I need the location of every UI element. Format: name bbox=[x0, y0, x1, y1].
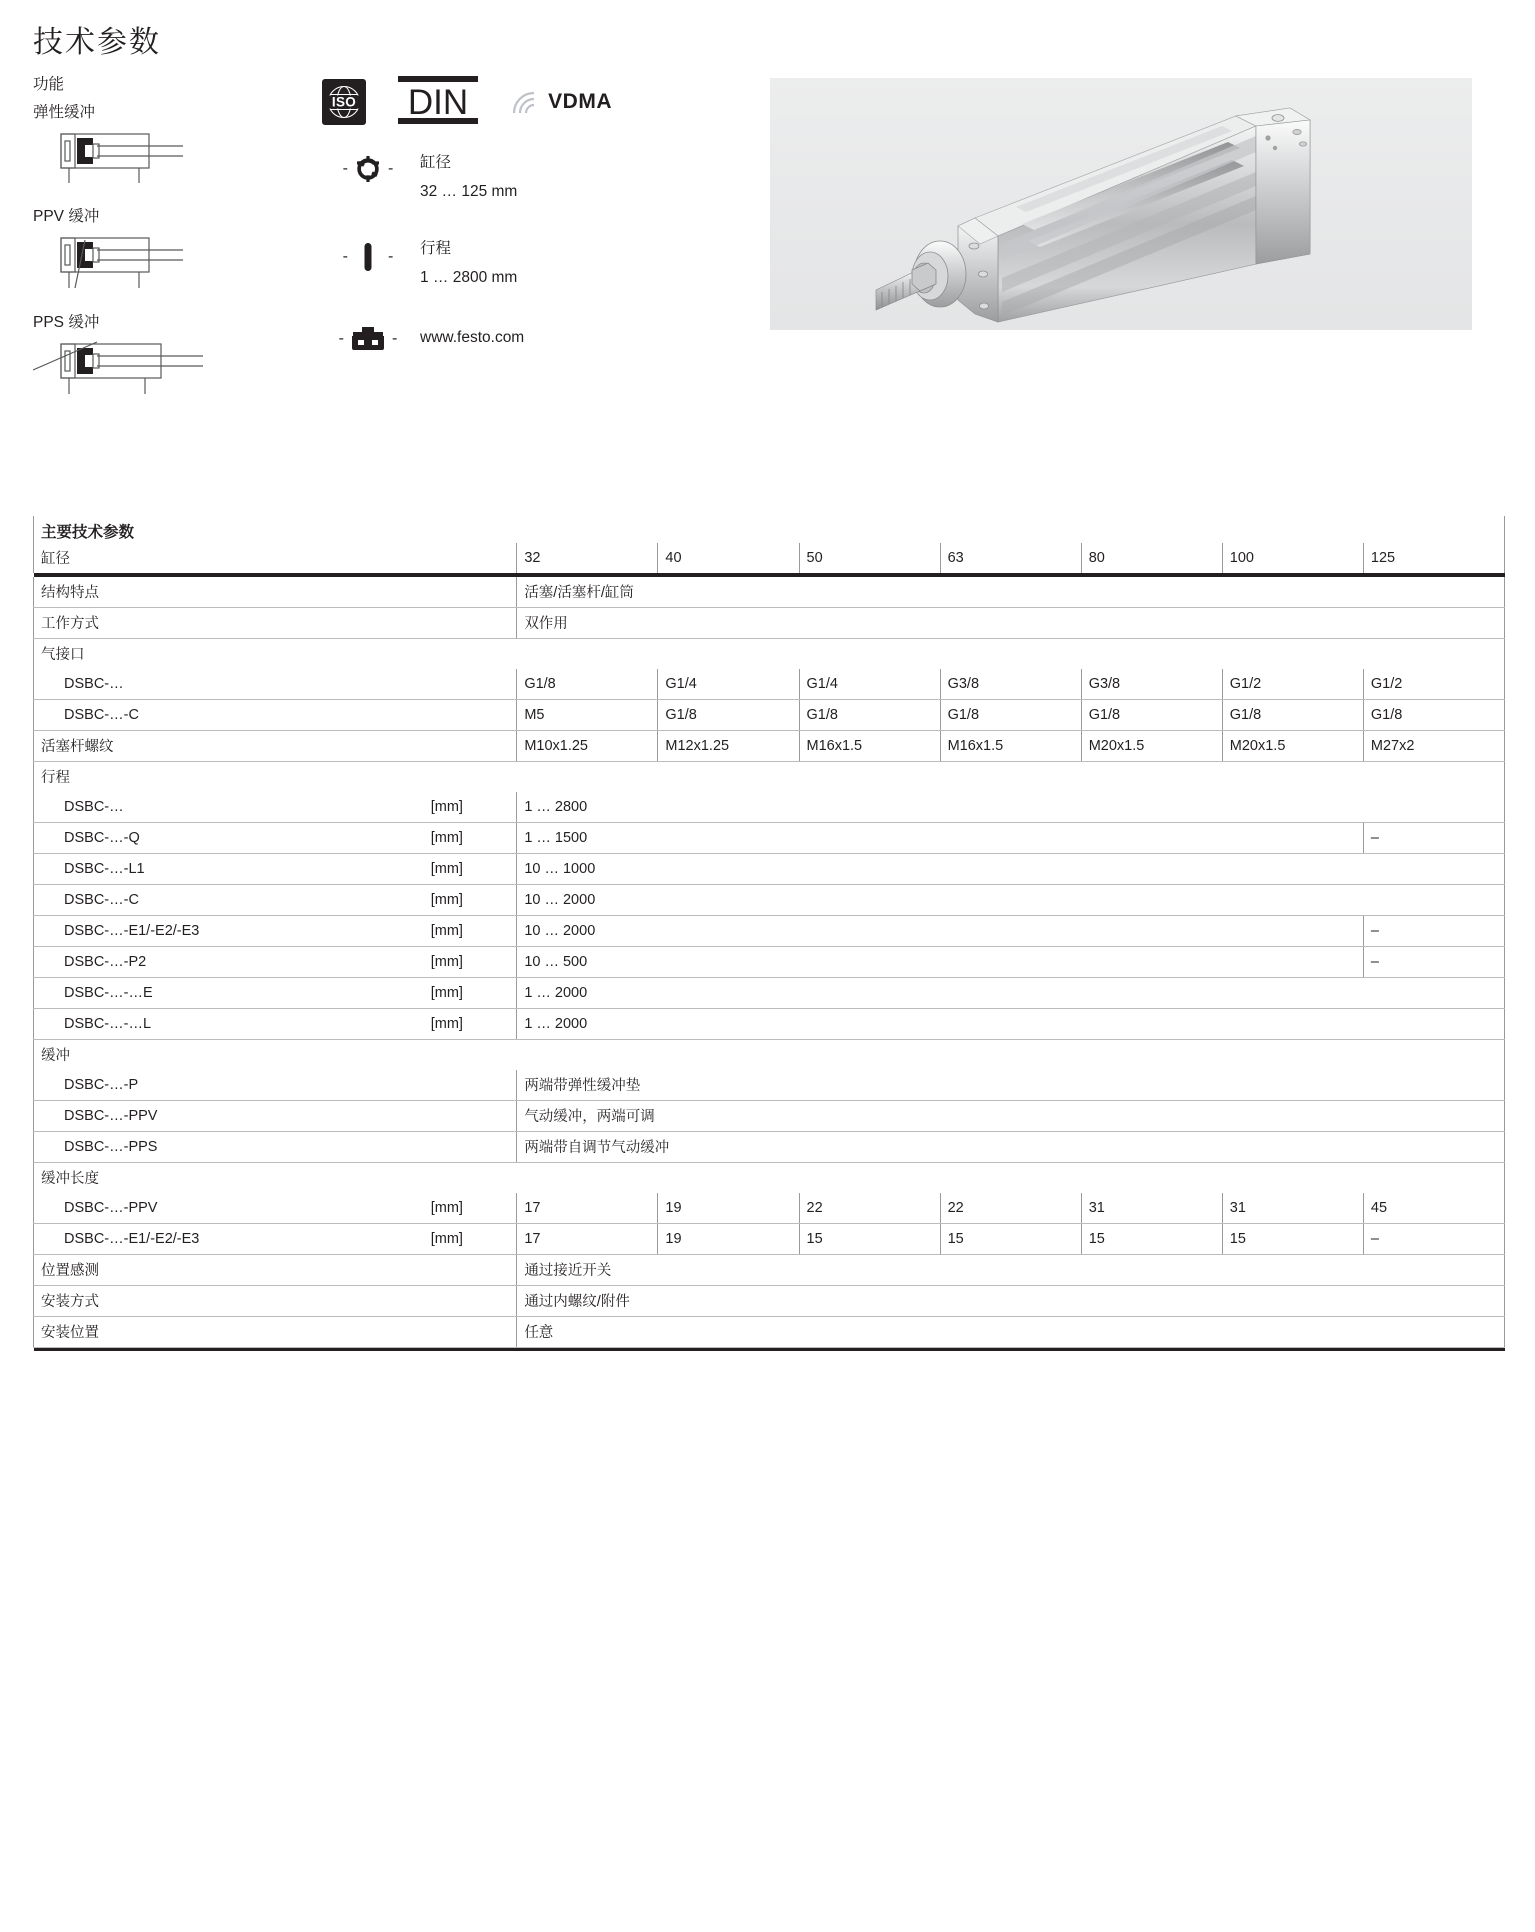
row-value-cell: 15 bbox=[1222, 1224, 1363, 1255]
row-value-cell: G1/8 bbox=[658, 700, 799, 731]
row-label: DSBC-…-E1/-E2/-E3 bbox=[34, 916, 424, 947]
vdma-label: VDMA bbox=[548, 90, 612, 113]
table-row bbox=[34, 916, 1505, 947]
row-value-cell: 45 bbox=[1363, 1193, 1504, 1224]
table-row bbox=[34, 639, 1505, 670]
row-value-cell: 15 bbox=[799, 1224, 940, 1255]
row-unit bbox=[424, 1101, 517, 1132]
row-value-cell: G1/4 bbox=[799, 669, 940, 700]
row-unit bbox=[424, 1286, 517, 1317]
spec-value: 32 … 125 mm bbox=[420, 183, 518, 201]
row-value-cell: G1/4 bbox=[658, 669, 799, 700]
bore-column-header: 100 bbox=[1222, 543, 1363, 573]
row-value-cell: M12x1.25 bbox=[658, 731, 799, 762]
row-group-label: 气接口 bbox=[34, 639, 424, 670]
row-label: 位置感测 bbox=[34, 1255, 424, 1286]
row-label: DSBC-…-L1 bbox=[34, 854, 424, 885]
row-label: DSBC-…-Q bbox=[34, 823, 424, 854]
row-unit: [mm] bbox=[424, 885, 517, 916]
stroke-length-icon bbox=[322, 238, 414, 274]
table-row bbox=[34, 1255, 1505, 1286]
bore-column-header: 63 bbox=[940, 543, 1081, 573]
row-label: 活塞杆螺纹 bbox=[34, 731, 424, 762]
row-value-cell: 31 bbox=[1081, 1193, 1222, 1224]
row-label: DSBC-…-…E bbox=[34, 978, 424, 1009]
svg-text:DIN: DIN bbox=[408, 82, 469, 122]
row-group-label: 缓冲 bbox=[34, 1040, 424, 1071]
row-value-cell: M10x1.25 bbox=[517, 731, 658, 762]
table-row bbox=[34, 1224, 1505, 1255]
row-group-filler bbox=[424, 762, 1505, 793]
table-row bbox=[34, 669, 1505, 700]
dash-left: - bbox=[342, 247, 348, 265]
spec-stroke-text bbox=[414, 238, 517, 290]
function-item-elastic bbox=[33, 100, 303, 186]
table-row bbox=[34, 731, 1505, 762]
row-value: 1 … 2000 bbox=[517, 978, 1505, 1009]
row-unit: [mm] bbox=[424, 1224, 517, 1255]
row-group-filler bbox=[424, 1040, 1505, 1071]
table-row bbox=[34, 1101, 1505, 1132]
product-image bbox=[770, 78, 1472, 330]
table-title: 主要技术参数 bbox=[34, 516, 424, 543]
cylinder-elastic-cushioning-icon bbox=[33, 126, 303, 186]
row-unit bbox=[424, 608, 517, 639]
row-value-cell: 19 bbox=[658, 1224, 799, 1255]
spec-table-body bbox=[34, 516, 1505, 1351]
row-unit: [mm] bbox=[424, 947, 517, 978]
spec-label: 缸径 bbox=[420, 154, 452, 171]
table-row bbox=[34, 978, 1505, 1009]
bore-column-header: 40 bbox=[658, 543, 799, 573]
function-column bbox=[33, 72, 303, 416]
row-value: 通过内螺纹/附件 bbox=[517, 1286, 1505, 1317]
function-item-ppv bbox=[33, 204, 303, 292]
row-label: DSBC-…-P2 bbox=[34, 947, 424, 978]
dash-right: - bbox=[388, 160, 394, 177]
table-row bbox=[34, 700, 1505, 731]
vdma-icon bbox=[510, 89, 612, 115]
bore-column-header: 125 bbox=[1363, 543, 1504, 573]
row-value-cell: 17 bbox=[517, 1224, 658, 1255]
row-value: 1 … 2000 bbox=[517, 1009, 1505, 1040]
table-title-row bbox=[34, 516, 1505, 543]
bore-column-header: 80 bbox=[1081, 543, 1222, 573]
table-row bbox=[34, 762, 1505, 793]
row-value-cell: G3/8 bbox=[1081, 669, 1222, 700]
row-value: 10 … 2000 bbox=[517, 885, 1505, 916]
table-row bbox=[34, 885, 1505, 916]
spec-bore-text bbox=[414, 152, 517, 204]
function-label: PPV 缓冲 bbox=[33, 208, 100, 225]
row-unit bbox=[424, 669, 517, 700]
table-row bbox=[34, 947, 1505, 978]
row-value: 10 … 1000 bbox=[517, 854, 1505, 885]
table-rule bbox=[34, 1348, 1505, 1352]
bore-column-header: 32 bbox=[517, 543, 658, 573]
row-label: DSBC-…-E1/-E2/-E3 bbox=[34, 1224, 424, 1255]
row-value-cell: G1/8 bbox=[517, 669, 658, 700]
dash-left: - bbox=[342, 160, 348, 177]
cylinder-pps-cushioning-icon bbox=[33, 336, 303, 398]
website-url[interactable]: www.festo.com bbox=[420, 328, 525, 346]
dash-left: - bbox=[338, 329, 344, 347]
function-item-pps bbox=[33, 310, 303, 398]
row-label: DSBC-… bbox=[34, 669, 424, 700]
row-value: 两端带弹性缓冲垫 bbox=[517, 1070, 1505, 1101]
row-value-cell: M16x1.5 bbox=[940, 731, 1081, 762]
table-row bbox=[34, 823, 1505, 854]
rule bbox=[34, 1348, 1505, 1352]
row-label: 安装方式 bbox=[34, 1286, 424, 1317]
row-value-cell: – bbox=[1363, 823, 1504, 854]
main-spec-table bbox=[33, 516, 1505, 1351]
row-value-cell: G1/8 bbox=[1081, 700, 1222, 731]
row-value-cell: G1/2 bbox=[1363, 669, 1504, 700]
cylinder-ppv-cushioning-icon bbox=[33, 230, 303, 292]
row-unit: [mm] bbox=[424, 1193, 517, 1224]
row-label: 工作方式 bbox=[34, 608, 424, 639]
row-value-cell: – bbox=[1363, 947, 1504, 978]
din-icon bbox=[396, 75, 480, 130]
row-unit bbox=[424, 731, 517, 762]
row-unit: [mm] bbox=[424, 916, 517, 947]
toolbox-icon bbox=[322, 324, 414, 352]
page-title: 技术参数 bbox=[33, 26, 161, 59]
table-row bbox=[34, 854, 1505, 885]
row-unit: [mm] bbox=[424, 1009, 517, 1040]
spec-label: 行程 bbox=[420, 239, 452, 257]
function-label: 弹性缓冲 bbox=[33, 104, 96, 121]
row-value-cell: 22 bbox=[799, 1193, 940, 1224]
unit-header bbox=[424, 543, 517, 573]
bore-diameter-icon bbox=[322, 152, 414, 184]
row-value-cell: G1/8 bbox=[940, 700, 1081, 731]
row-unit: [mm] bbox=[424, 792, 517, 823]
row-value-cell: M20x1.5 bbox=[1222, 731, 1363, 762]
table-row bbox=[34, 608, 1505, 639]
table-row bbox=[34, 1193, 1505, 1224]
table-row bbox=[34, 1132, 1505, 1163]
row-label: DSBC-…-…L bbox=[34, 1009, 424, 1040]
row-value-cell: 19 bbox=[658, 1193, 799, 1224]
row-group-filler bbox=[424, 1163, 1505, 1194]
row-value-cell: G1/8 bbox=[1363, 700, 1504, 731]
rule-line bbox=[34, 1348, 1505, 1351]
bore-header-label: 缸径 bbox=[34, 543, 424, 573]
row-unit: [mm] bbox=[424, 823, 517, 854]
spec-stroke-length bbox=[322, 238, 612, 290]
row-value: 10 … 2000 bbox=[517, 916, 1364, 947]
row-label: DSBC-…-PPS bbox=[34, 1132, 424, 1163]
row-unit bbox=[424, 1317, 517, 1348]
row-label: DSBC-… bbox=[34, 792, 424, 823]
row-unit bbox=[424, 1132, 517, 1163]
row-value-cell: M16x1.5 bbox=[799, 731, 940, 762]
row-value: 1 … 1500 bbox=[517, 823, 1364, 854]
row-value-cell: M27x2 bbox=[1363, 731, 1504, 762]
row-value-cell: – bbox=[1363, 1224, 1504, 1255]
row-value-cell: G3/8 bbox=[940, 669, 1081, 700]
table-row bbox=[34, 1286, 1505, 1317]
row-value: 气动缓冲，两端可调 bbox=[517, 1101, 1505, 1132]
row-value-cell: G1/8 bbox=[1222, 700, 1363, 731]
function-heading: 功能 bbox=[33, 76, 65, 93]
standards-logos bbox=[322, 78, 612, 126]
svg-text:ISO: ISO bbox=[332, 94, 357, 110]
row-group-label: 缓冲长度 bbox=[34, 1163, 424, 1194]
row-value-cell: 22 bbox=[940, 1193, 1081, 1224]
dash-right: - bbox=[392, 329, 398, 347]
row-value-cell: 15 bbox=[940, 1224, 1081, 1255]
function-label: PPS 缓冲 bbox=[33, 314, 100, 331]
row-value-cell: G1/8 bbox=[799, 700, 940, 731]
row-value: 任意 bbox=[517, 1317, 1505, 1348]
row-label: DSBC-…-C bbox=[34, 885, 424, 916]
row-group-label: 行程 bbox=[34, 762, 424, 793]
row-value: 双作用 bbox=[517, 608, 1505, 639]
table-row bbox=[34, 1009, 1505, 1040]
row-value-cell: – bbox=[1363, 916, 1504, 947]
table-row bbox=[34, 792, 1505, 823]
row-unit bbox=[424, 1070, 517, 1101]
row-unit bbox=[424, 700, 517, 731]
row-value: 10 … 500 bbox=[517, 947, 1364, 978]
bore-column-header: 50 bbox=[799, 543, 940, 573]
row-value-cell: G1/2 bbox=[1222, 669, 1363, 700]
website-row[interactable] bbox=[322, 324, 612, 352]
row-label: 结构特点 bbox=[34, 577, 424, 608]
row-label: DSBC-…-PPV bbox=[34, 1193, 424, 1224]
row-value: 1 … 2800 bbox=[517, 792, 1505, 823]
spec-table bbox=[33, 516, 1505, 1351]
table-row bbox=[34, 1040, 1505, 1071]
row-label: DSBC-…-PPV bbox=[34, 1101, 424, 1132]
row-unit: [mm] bbox=[424, 978, 517, 1009]
row-value: 通过接近开关 bbox=[517, 1255, 1505, 1286]
row-label: DSBC-…-C bbox=[34, 700, 424, 731]
row-value-cell: 31 bbox=[1222, 1193, 1363, 1224]
table-row bbox=[34, 1163, 1505, 1194]
row-unit bbox=[424, 577, 517, 608]
row-unit bbox=[424, 1255, 517, 1286]
row-value: 活塞/活塞杆/缸筒 bbox=[517, 577, 1505, 608]
table-title-filler bbox=[424, 516, 1505, 543]
row-unit: [mm] bbox=[424, 854, 517, 885]
dash-right: - bbox=[388, 247, 394, 265]
row-value-cell: 17 bbox=[517, 1193, 658, 1224]
row-value: 两端带自调节气动缓冲 bbox=[517, 1132, 1505, 1163]
spec-bore-diameter bbox=[322, 152, 612, 204]
table-row bbox=[34, 577, 1505, 608]
row-label: 安装位置 bbox=[34, 1317, 424, 1348]
spec-column bbox=[322, 78, 612, 352]
row-label: DSBC-…-P bbox=[34, 1070, 424, 1101]
iso-icon bbox=[322, 79, 366, 125]
table-header-row bbox=[34, 543, 1505, 573]
row-value-cell: M20x1.5 bbox=[1081, 731, 1222, 762]
spec-value: 1 … 2800 mm bbox=[420, 269, 518, 287]
table-row bbox=[34, 1070, 1505, 1101]
table-row bbox=[34, 1317, 1505, 1348]
row-value-cell: 15 bbox=[1081, 1224, 1222, 1255]
row-value-cell: M5 bbox=[517, 700, 658, 731]
row-group-filler bbox=[424, 639, 1505, 670]
